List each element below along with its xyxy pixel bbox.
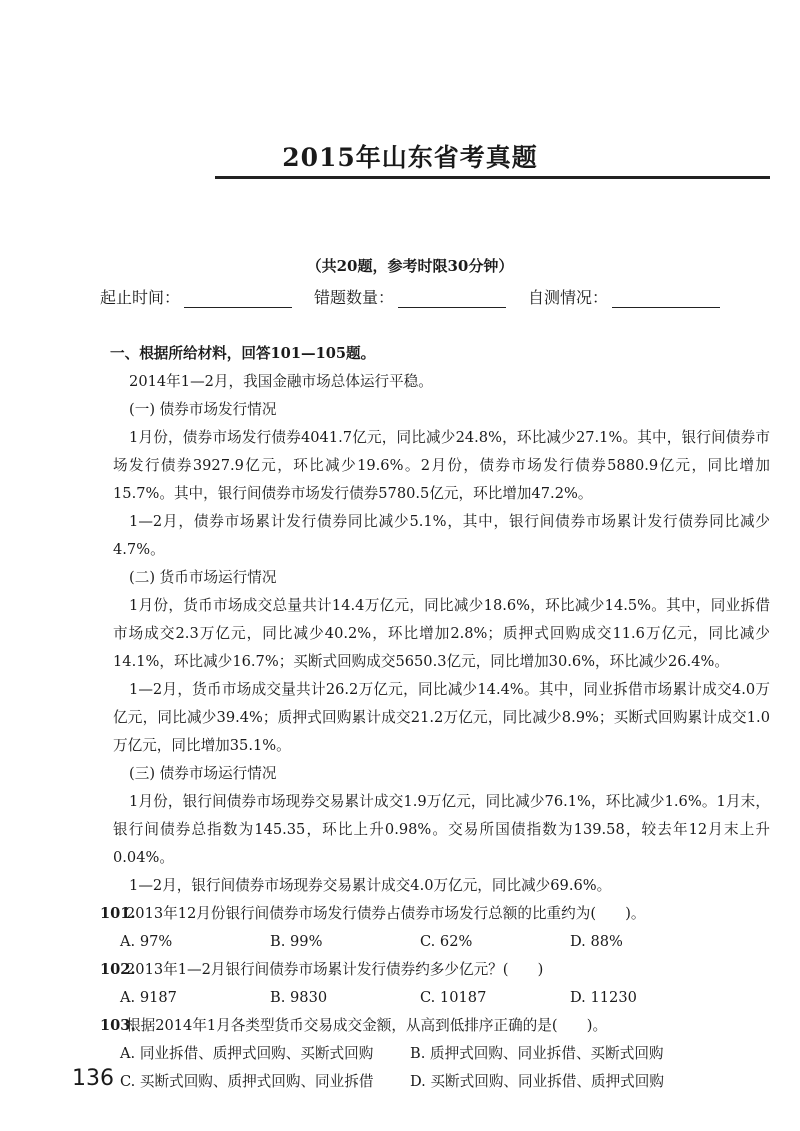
part1-heading: (一) 债券市场发行情况 — [129, 401, 277, 418]
question-number: 101. — [100, 905, 136, 922]
question-text: 根据2014年1月各类型货币交易成交金额，从高到低排序正确的是( )。 — [126, 1017, 608, 1034]
question-101 — [100, 900, 770, 956]
option-b: B. 质押式回购、同业拆借、买断式回购 — [410, 1045, 664, 1062]
part3-heading: (三) 债券市场运行情况 — [129, 765, 277, 782]
title-underline — [215, 176, 770, 179]
option-c: C. 买断式回购、质押式回购、同业拆借 — [120, 1073, 374, 1090]
self-check-fields — [100, 285, 780, 308]
question-number: 103. — [100, 1017, 136, 1034]
option-a: A. 同业拆借、质押式回购、买断式回购 — [120, 1045, 374, 1062]
intro: 2014年1—2月，我国金融市场总体运行平稳。 — [129, 373, 433, 390]
option-d: D. 11230 — [570, 989, 637, 1006]
option-d: D. 88% — [570, 933, 623, 950]
field-label: 起止时间： — [100, 288, 181, 307]
option-b: B. 9830 — [270, 989, 328, 1006]
paragraph: 1月份，货币市场成交总量共计14.4万亿元，同比减少18.6%，环比减少14.5%。其中，同业拆借市场成交2.3万亿元，同比减少40.2%，环比增加2.8%；质押式回购成交11.6万亿元，同比减少14.1%，环比减少16.7%；买断式回购成交5650.3亿元，同比增加30.6%，环比减少26.4%。 — [113, 597, 770, 670]
option-c: C. 62% — [420, 933, 473, 950]
self-eval-field — [528, 285, 720, 308]
blank-line — [398, 289, 506, 308]
paragraph: 1—2月，银行间债券市场现券交易累计成交4.0万亿元，同比减少69.6%。 — [129, 877, 612, 894]
option-a: A. 9187 — [120, 989, 177, 1006]
option-c: C. 10187 — [420, 989, 487, 1006]
document-body — [100, 340, 770, 1096]
paragraph: 1—2月，货币市场成交量共计26.2万亿元，同比减少14.4%。其中，同业拆借市场累计成交4.0万亿元，同比减少39.4%；质押式回购累计成交21.2万亿元，同比减少8.9%；买断式回购累计成交1.0万亿元，同比增加35.1%。 — [113, 681, 770, 754]
question-103 — [100, 1012, 770, 1096]
paragraph: 1月份，银行间债券市场现券交易累计成交1.9万亿元，同比减少76.1%，环比减少1.6%。1月末，银行间债券总指数为145.35，环比上升0.98%。交易所国债指数为139.58，较去年12月末上升0.04%。 — [113, 793, 770, 866]
paragraph: 1月份，债券市场发行债券4041.7亿元，同比减少24.8%，环比减少27.1%。其中，银行间债券市场发行债券3927.9亿元，环比减少19.6%。2月份，债券市场发行债券5880.9亿元，同比增加15.7%。其中，银行间债券市场发行债券5780.5亿元，环比增加47.2%。 — [113, 429, 770, 502]
option-b: B. 99% — [270, 933, 323, 950]
question-text: 2013年12月份银行间债券市场发行债券占债券市场发行总额的比重约为( )。 — [126, 905, 646, 922]
blank-line — [612, 289, 720, 308]
subtitle: （共20题，参考时限30分钟） — [306, 257, 514, 275]
question-text: 2013年1—2月银行间债券市场累计发行债券约多少亿元？( ) — [126, 961, 544, 978]
time-field — [100, 285, 292, 308]
errors-field — [314, 285, 506, 308]
section-heading: 一、根据所给材料，回答101—105题。 — [110, 345, 376, 362]
part2-heading: (二) 货币市场运行情况 — [129, 569, 277, 586]
question-number: 102. — [100, 961, 136, 978]
field-label: 错题数量： — [314, 288, 395, 307]
page-title: 2015年山东省考真题 — [282, 143, 538, 172]
page-number: 136 — [72, 1066, 114, 1091]
blank-line — [184, 289, 292, 308]
paragraph: 1—2月，债券市场累计发行债券同比减少5.1%，其中，银行间债券市场累计发行债券同比减少4.7%。 — [113, 513, 770, 558]
option-d: D. 买断式回购、同业拆借、质押式回购 — [410, 1073, 664, 1090]
option-a: A. 97% — [120, 933, 173, 950]
field-label: 自测情况： — [528, 288, 609, 307]
question-102 — [100, 956, 770, 1012]
